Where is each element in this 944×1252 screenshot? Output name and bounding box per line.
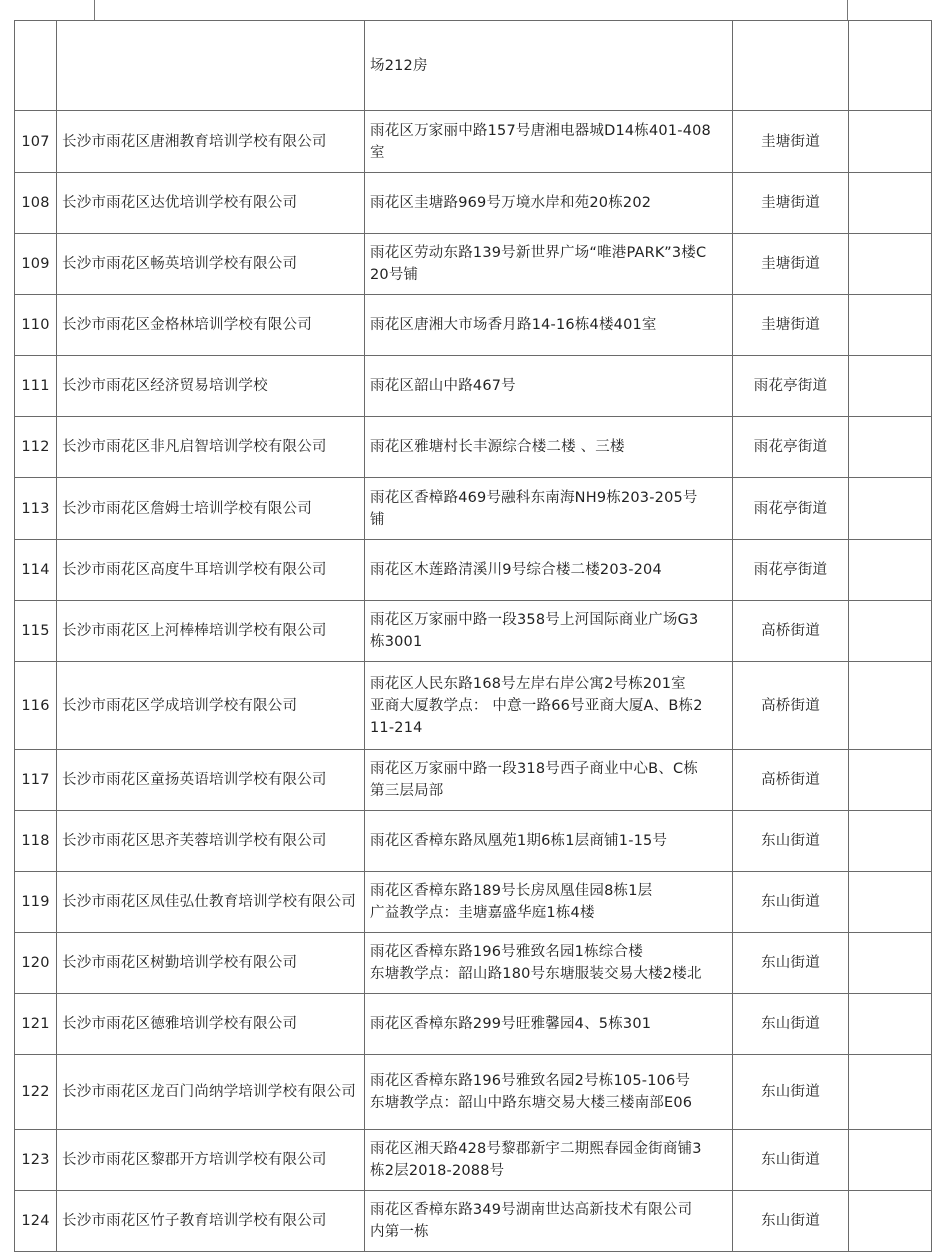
street-office: 雨花亭街道	[733, 417, 849, 478]
table-row	[15, 356, 932, 417]
school-name: 长沙市雨花区经济贸易培训学校	[57, 356, 365, 417]
school-address	[365, 356, 733, 417]
row-number: 112	[15, 417, 57, 478]
address-line: 雨花区香樟东路299号旺雅馨园4、5栋301	[370, 1016, 652, 1032]
street-office	[733, 21, 849, 111]
address-line: 广益教学点：圭塘嘉盛华庭1栋4楼	[370, 905, 595, 921]
address-line: 雨花区唐湘大市场香月路14-16栋4楼401室	[370, 317, 657, 333]
table-row	[15, 478, 932, 540]
school-name: 长沙市雨花区达优培训学校有限公司	[57, 173, 365, 234]
school-address	[365, 173, 733, 234]
table-row	[15, 1055, 932, 1130]
address-line: 雨花区香樟东路349号湖南世达高新技术有限公司	[370, 1202, 693, 1218]
street-office: 高桥街道	[733, 662, 849, 750]
address-line: 雨花区圭塘路969号万境水岸和苑20栋202	[370, 195, 652, 211]
table-row	[15, 662, 932, 750]
extra-column-cell	[849, 933, 932, 994]
address-line: 第三层局部	[370, 783, 444, 799]
row-number: 108	[15, 173, 57, 234]
extra-column-cell	[849, 601, 932, 662]
school-address	[365, 872, 733, 933]
row-number: 122	[15, 1055, 57, 1130]
address-line: 场212房	[370, 57, 428, 74]
school-address	[365, 933, 733, 994]
table-row	[15, 811, 932, 872]
row-number: 121	[15, 994, 57, 1055]
address-line: 雨花区湘天路428号黎郡新宇二期熙春园金街商铺3	[370, 1141, 702, 1157]
school-address	[365, 1191, 733, 1252]
street-office: 圭塘街道	[733, 173, 849, 234]
continuation-row	[15, 21, 932, 111]
school-name: 长沙市雨花区树勤培训学校有限公司	[57, 933, 365, 994]
extra-column-cell	[849, 478, 932, 540]
table-row	[15, 1191, 932, 1252]
street-office: 圭塘街道	[733, 111, 849, 173]
street-office: 东山街道	[733, 811, 849, 872]
school-address	[365, 750, 733, 811]
school-address	[365, 662, 733, 750]
address-line: 雨花区雅塘村长丰源综合楼二楼 、三楼	[370, 439, 625, 455]
street-office: 圭塘街道	[733, 295, 849, 356]
extra-column-cell	[849, 234, 932, 295]
table-row	[15, 750, 932, 811]
school-address	[365, 478, 733, 540]
school-name: 长沙市雨花区竹子教育培训学校有限公司	[57, 1191, 365, 1252]
row-number: 123	[15, 1130, 57, 1191]
address-line: 11-214	[370, 719, 423, 736]
extra-column-cell	[849, 540, 932, 601]
school-name: 长沙市雨花区唐湘教育培训学校有限公司	[57, 111, 365, 173]
school-address	[365, 994, 733, 1055]
table-row	[15, 933, 932, 994]
school-address	[365, 601, 733, 662]
address-line: 内第一栋	[370, 1224, 429, 1240]
school-address	[365, 1055, 733, 1130]
street-office: 东山街道	[733, 933, 849, 994]
address-line: 雨花区劳动东路139号新世界广场“唯港PARK”3楼C	[370, 245, 707, 261]
extra-column-cell	[849, 994, 932, 1055]
school-address	[365, 234, 733, 295]
address-line: 东塘教学点：韶山路180号东塘服装交易大楼2楼北	[370, 966, 702, 982]
school-name: 长沙市雨花区詹姆士培训学校有限公司	[57, 478, 365, 540]
street-office: 东山街道	[733, 872, 849, 933]
row-number: 110	[15, 295, 57, 356]
table-row	[15, 295, 932, 356]
school-name: 长沙市雨花区高度牛耳培训学校有限公司	[57, 540, 365, 601]
address-line: 雨花区香樟路469号融科东南海NH9栋203-205号	[370, 489, 698, 506]
row-number: 118	[15, 811, 57, 872]
school-name: 长沙市雨花区非凡启智培训学校有限公司	[57, 417, 365, 478]
address-line: 室	[370, 144, 385, 161]
extra-column-cell	[849, 1191, 932, 1252]
table-row	[15, 994, 932, 1055]
row-number: 109	[15, 234, 57, 295]
address-line: 雨花区木莲路清溪川9号综合楼二楼203-204	[370, 562, 662, 578]
school-address	[365, 295, 733, 356]
table-row	[15, 872, 932, 933]
school-name: 长沙市雨花区思齐芙蓉培训学校有限公司	[57, 811, 365, 872]
table-row	[15, 111, 932, 173]
school-address	[365, 21, 733, 111]
extra-column-cell	[849, 1055, 932, 1130]
street-office: 高桥街道	[733, 601, 849, 662]
extra-column-cell	[849, 417, 932, 478]
extra-column-cell	[849, 111, 932, 173]
row-number: 115	[15, 601, 57, 662]
extra-column-cell	[849, 1130, 932, 1191]
street-office: 高桥街道	[733, 750, 849, 811]
address-line: 栋3001	[370, 634, 423, 650]
school-address	[365, 1130, 733, 1191]
row-number: 113	[15, 478, 57, 540]
school-name: 长沙市雨花区凤佳弘仕教育培训学校有限公司	[57, 872, 365, 933]
row-number: 120	[15, 933, 57, 994]
school-address	[365, 540, 733, 601]
top-rule-left	[94, 0, 95, 20]
address-line: 雨花区香樟东路196号雅致名园2号栋105-106号	[370, 1073, 691, 1089]
top-rule-right	[847, 0, 848, 20]
school-name: 长沙市雨花区黎郡开方培训学校有限公司	[57, 1130, 365, 1191]
address-line: 铺	[370, 511, 385, 528]
school-address	[365, 811, 733, 872]
row-number: 116	[15, 662, 57, 750]
extra-column-cell	[849, 21, 932, 111]
school-name: 长沙市雨花区金格林培训学校有限公司	[57, 295, 365, 356]
school-address	[365, 111, 733, 173]
training-school-table	[14, 20, 932, 1252]
school-address	[365, 417, 733, 478]
street-office: 东山街道	[733, 1130, 849, 1191]
school-name: 长沙市雨花区学成培训学校有限公司	[57, 662, 365, 750]
street-office: 雨花亭街道	[733, 356, 849, 417]
school-name: 长沙市雨花区龙百门尚纳学培训学校有限公司	[57, 1055, 365, 1130]
table-row	[15, 1130, 932, 1191]
extra-column-cell	[849, 750, 932, 811]
address-line: 雨花区香樟东路凤凰苑1期6栋1层商铺1-15号	[370, 833, 668, 849]
address-line: 雨花区人民东路168号左岸右岸公寓2号栋201室	[370, 675, 686, 692]
school-name: 长沙市雨花区德雅培训学校有限公司	[57, 994, 365, 1055]
address-line: 雨花区韶山中路467号	[370, 378, 516, 394]
address-line: 20号铺	[370, 267, 419, 283]
address-line: 雨花区万家丽中路一段318号西子商业中心B、C栋	[370, 761, 699, 777]
street-office: 东山街道	[733, 994, 849, 1055]
row-number: 117	[15, 750, 57, 811]
extra-column-cell	[849, 295, 932, 356]
street-office: 东山街道	[733, 1055, 849, 1130]
extra-column-cell	[849, 872, 932, 933]
school-name: 长沙市雨花区畅英培训学校有限公司	[57, 234, 365, 295]
extra-column-cell	[849, 173, 932, 234]
row-number	[15, 21, 57, 111]
row-number: 124	[15, 1191, 57, 1252]
address-line: 雨花区万家丽中路157号唐湘电器城D14栋401-408	[370, 122, 711, 139]
school-name: 长沙市雨花区上河棒棒培训学校有限公司	[57, 601, 365, 662]
street-office: 雨花亭街道	[733, 540, 849, 601]
street-office: 东山街道	[733, 1191, 849, 1252]
address-line: 亚商大厦教学点： 中意一路66号亚商大厦A、B栋2	[370, 697, 703, 714]
school-name: 长沙市雨花区童扬英语培训学校有限公司	[57, 750, 365, 811]
school-name	[57, 21, 365, 111]
row-number: 119	[15, 872, 57, 933]
row-number: 114	[15, 540, 57, 601]
extra-column-cell	[849, 811, 932, 872]
row-number: 111	[15, 356, 57, 417]
street-office: 圭塘街道	[733, 234, 849, 295]
street-office: 雨花亭街道	[733, 478, 849, 540]
address-line: 雨花区香樟东路189号长房凤凰佳园8栋1层	[370, 883, 653, 899]
table-row	[15, 540, 932, 601]
address-line: 东塘教学点：韶山中路东塘交易大楼三楼南部E06	[370, 1095, 693, 1111]
row-number: 107	[15, 111, 57, 173]
address-line: 栋2层2018-2088号	[370, 1163, 505, 1179]
address-line: 雨花区香樟东路196号雅致名园1栋综合楼	[370, 944, 643, 960]
table-row	[15, 601, 932, 662]
table-row	[15, 173, 932, 234]
table-row	[15, 417, 932, 478]
address-line: 雨花区万家丽中路一段358号上河国际商业广场G3	[370, 612, 699, 628]
extra-column-cell	[849, 356, 932, 417]
table-row	[15, 234, 932, 295]
extra-column-cell	[849, 662, 932, 750]
